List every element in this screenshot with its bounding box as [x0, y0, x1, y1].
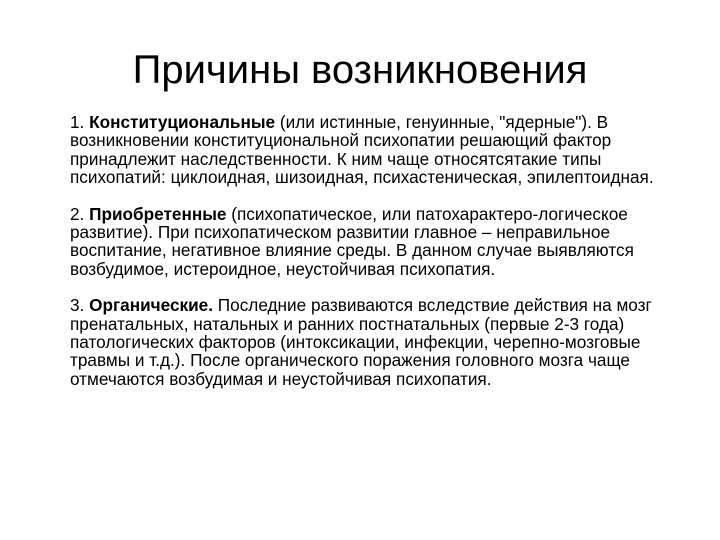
item-text: (или истинные, генуинные, "ядерные"). В возникновении конституциональной психопатии решающий фактор принадлежит наследственности. К ним чаще относятсятакие типы психопатий: циклоидная, шизоидная, психастеническая, эпилептоидная. [70, 112, 654, 188]
paragraph-constitutional [70, 113, 692, 187]
item-term: Приобретенные [89, 203, 227, 224]
item-text: Последние развиваются вследствие действия на мозг пренатальных, натальных и ранних постнатальных (первые 2-3 года) патологических факторов (интоксикации, инфекции, черепно-мозговые травмы и т.д.). После органического поражения головного мозга чаще отмечаются возбудимая и неустойчивая психопатия. [70, 295, 652, 389]
slide-body [70, 113, 692, 406]
item-text: (психопатическое, или патохарактеро-логическое развитие). При психопатическом развитии главное – неправильное воспитание, негативное влияние среды. В данном случае выявляются возбудимое, истероидное, неустойчивая психопатия. [70, 203, 634, 279]
item-number: 1. [70, 112, 90, 132]
paragraph-acquired [70, 205, 692, 279]
slide-title: Причины возникновения [132, 48, 588, 92]
item-term: Органические. [89, 295, 214, 316]
item-number: 3. [70, 295, 90, 316]
item-term: Конституциональные [89, 112, 276, 132]
paragraph-organic [70, 296, 692, 388]
item-number: 2. [70, 203, 90, 224]
